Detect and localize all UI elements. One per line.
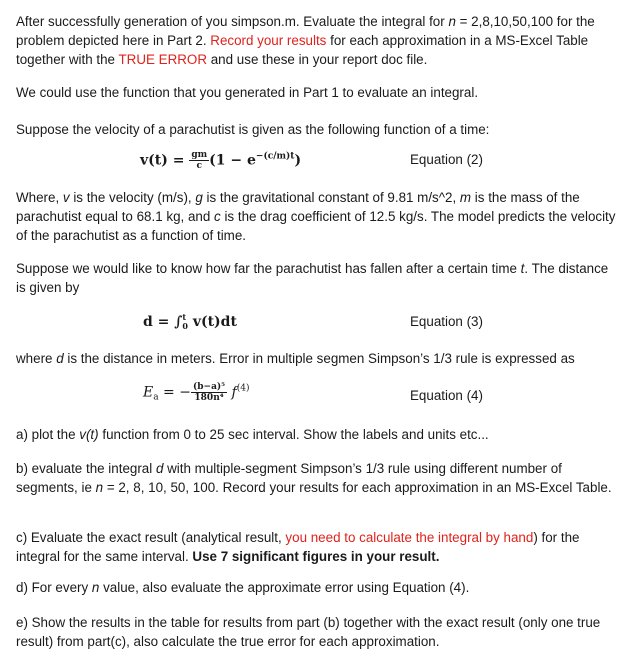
simpson-error-paragraph: where d is the distance in meters. Error in multiple segmen Simpson’s 1/3 rule is expressed as — [16, 351, 575, 366]
intro-paragraph: After successfully generation of you simpson.m. Evaluate the integral for n = 2,8,10,50,100 for the problem depicted here in Part 2. Record your results for each approximation in a MS-Excel Table together with the TRUE ERROR and use these in your report doc file. — [16, 14, 595, 67]
distance-intro-paragraph: Suppose we would like to know how far the parachutist has fallen after a certain time t. The distance is given by — [16, 261, 609, 295]
part-c-paragraph: c) Evaluate the exact result (analytical result, you need to calculate the integral by hand) for the integral for the same interval. Use 7 significant figures in your result. — [16, 530, 580, 564]
part-b-paragraph: b) evaluate the integral d with multiple-segment Simpson’s 1/3 rule using different number of segments, ie n = 2, 8, 10, 50, 100. Record your results for each approximation in an MS-Excel Table. — [16, 461, 612, 495]
equation-2: v(t) = $\frac{gm}{c}$ $(1 - e^{-(c/m)t})$ — [140, 150, 302, 171]
part-d-paragraph: d) For every n value, also evaluate the approximate error using Equation (4). — [16, 580, 470, 595]
equation-4-label: Equation (4) — [410, 388, 483, 403]
part-a-paragraph: a) plot the v(t) function from 0 to 25 sec interval. Show the labels and units etc... — [16, 427, 489, 442]
equation-3-label: Equation (3) — [410, 314, 483, 329]
part-e-paragraph: e) Show the results in the table for results from part (b) together with the exact result (only one true result) from part(c), also calculate the true error for each approximation. — [16, 615, 601, 649]
record-results-highlight: Record your results — [210, 33, 327, 48]
equation-2-label: Equation (2) — [410, 152, 483, 167]
part1-reference-paragraph: We could use the function that you generated in Part 1 to evaluate an integral. — [16, 85, 479, 100]
hand-calculation-highlight: you need to calculate the integral by hand — [285, 530, 534, 545]
variables-paragraph: Where, v is the velocity (m/s), g is the gravitational constant of 9.81 m/s^2, m is the mass of the parachutist equal to 68.1 kg, and c is the drag coefficient of 12.5 kg/s. The model predicts the velocity of the parachutist as a function of time. — [16, 190, 616, 243]
velocity-intro-paragraph: Suppose the velocity of a parachutist is given as the following function of a time: — [16, 122, 490, 137]
equation-4: $E_a$ = − $\frac{\text{(b−a)⁵}}{\text{180n⁴}}$ $f^{(4)}$ — [143, 382, 250, 403]
equation-3: d = ∫ t 0 v(t)dt — [143, 312, 237, 331]
true-error-highlight: TRUE ERROR — [118, 52, 208, 67]
